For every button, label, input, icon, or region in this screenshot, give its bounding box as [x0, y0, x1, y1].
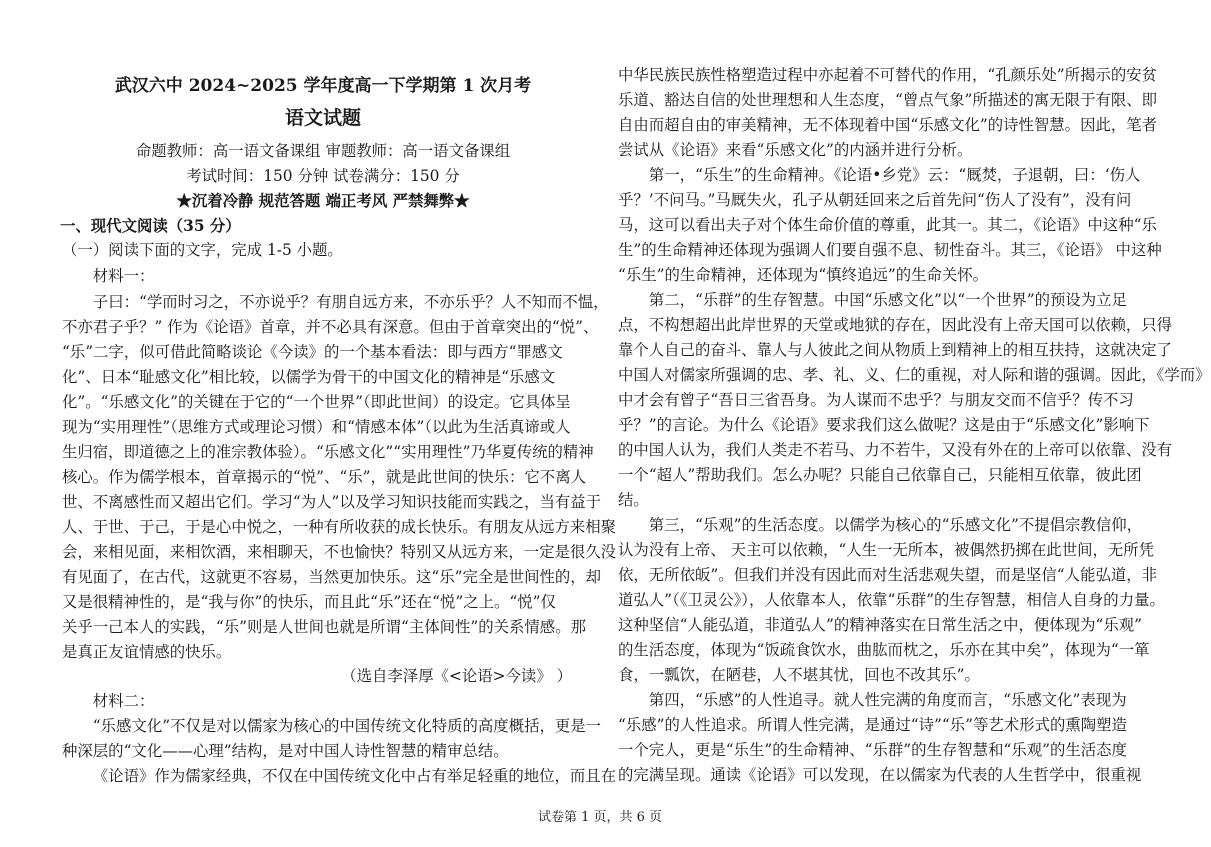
- right-line: 认为没有上帝、 天主可以依赖，“人生一无所本，被偶然扔掷在此世间，无所凭: [618, 541, 1155, 559]
- material1-line: 化”、日本“耻感文化”相比较，以儒学为骨干的中国文化的精神是“乐感文: [62, 368, 556, 386]
- right-line: 中华民族民族性格塑造过程中亦起着不可替代的作用，“孔颜乐处”所揭示的安贫: [618, 66, 1158, 84]
- material1-line: 有见面了，在古代，这就更不容易，当然更加快乐。这“乐”完全是世间性的，却: [62, 568, 602, 586]
- exam-motto: ★沉着冷静 规范答题 端正考风 严禁舞弊★: [176, 192, 470, 210]
- material2-line: 种深层的“文化——心理”结构，是对中国人诗性智慧的精审总结。: [62, 742, 509, 760]
- right-line: 乎？”的言论。为什么《论语》要求我们这么做呢？这是由于“乐感文化”影响下: [618, 416, 1150, 434]
- right-line: 乎？’不问马。”马厩失火，孔子从朝廷回来之后首先问“伤人了没有”，没有问: [618, 191, 1132, 209]
- right-line: 这种坚信“人能弘道，非道弘人”的精神落实在日常生活之中，便体现为“乐观”: [618, 616, 1142, 634]
- material2-label: 材料二：: [92, 692, 155, 710]
- right-line: 结。: [618, 491, 649, 509]
- right-line: 道弘人”（《卫灵公》），人依靠本人，依靠“乐群”的生存智慧，相信人自身的力量。: [618, 591, 1165, 609]
- material1-line: 人、于世、于己，于是心中悦之，一种有所收获的成长快乐。有朋友从远方来相聚: [62, 518, 617, 536]
- material1-line: 不亦君子乎？” 作为《论语》首章，并不必具有深意。但由于首章突出的“悦”、: [62, 318, 599, 336]
- material1-line: 化”。“乐感文化”的关键在于它的“一个世界”（即此世间）的设定。它具体呈: [62, 393, 571, 411]
- right-line: 第二，“乐群”的生存智慧。中国“乐感文化”以“一个世界”的预设为立足: [648, 291, 1127, 309]
- exam-title: 武汉六中 2024~2025 学年度高一下学期第 1 次月考: [114, 76, 532, 96]
- right-line: “乐感”的人性追求。所谓人性完满，是通过“诗”“乐”等艺术形式的熏陶塑造: [618, 716, 1127, 734]
- page-footer: 试卷第 1 页，共 6 页: [537, 810, 663, 825]
- material1-line: 生归宿，即道德之上的准宗教体验）。“乐感文化”“实用理性”乃华夏传统的精神: [62, 443, 594, 461]
- right-line: 生”的生命精神还体现为强调人们要自强不息、韧性奋斗。其三，《论语》 中这种: [618, 241, 1162, 259]
- section-instruction: （一）阅读下面的文字，完成 1-5 小题。: [62, 241, 343, 259]
- teachers-info: 命题教师：高一语文备课组 审题教师：高一语文备课组: [135, 142, 511, 160]
- material1-line: 核心。作为儒学根本，首章揭示的“悦”、“乐”，就是此世间的快乐：它不离人: [62, 468, 586, 486]
- time-score-info: 考试时间：150 分钟 试卷满分：150 分: [186, 167, 460, 185]
- right-line: 第一，“乐生”的生命精神。《论语•乡党》云：“厩焚，子退朝，曰：‘伤人: [648, 166, 1141, 184]
- right-line: 第三，“乐观”的生活态度。以儒学为核心的“乐感文化”不提倡宗教信仰，: [648, 516, 1142, 534]
- right-line: 靠个人自己的奋斗、靠人与人彼此之间从物质上到精神上的相互扶持，这就决定了: [618, 341, 1173, 359]
- right-line: 食，一瓢饮，在陋巷，人不堪其忧，回也不改其乐”。: [618, 666, 980, 684]
- material2-line: 《论语》作为儒家经典，不仅在中国传统文化中占有举足轻重的地位，而且在: [92, 767, 617, 785]
- right-line: 中才会有曾子“吾日三省吾身。为人谋而不忠乎？与朋友交而不信乎？传不习: [618, 391, 1134, 409]
- right-line: 中国人对儒家所强调的忠、孝、礼、义、仁的重视，对人际和谐的强调。因此，《学而》: [618, 366, 1211, 384]
- material1-source: （选自李泽厚《<论语>今读》 ）: [341, 667, 572, 685]
- right-line: 一个“超人”帮助我们。怎么办呢？只能自己依靠自己，只能相互依靠，彼此团: [618, 466, 1142, 484]
- right-line: 马，这可以看出夫子对个体生命价值的尊重，此其一。其二，《论语》中这种“乐: [618, 216, 1157, 234]
- right-line: 自由而超自由的审美精神，无不体现着中国“乐感文化”的诗性智慧。因此，笔者: [618, 116, 1158, 134]
- material1-line: 会，来相见面，来相饮酒，来相聊天，不也愉快？特别又从远方来，一定是很久没: [62, 543, 617, 561]
- right-line: 依，无所依皈”。但我们并没有因此而对生活悲观失望，而是坚信“人能弘道，非: [618, 566, 1158, 584]
- material1-line: 世、不离感性而又超出它们。学习“为人”以及学习知识技能而实践之，当有益于: [62, 493, 602, 511]
- right-line: 的生活态度，体现为“饭疏食饮水，曲肱而枕之，乐亦在其中矣”，体现为“一箪: [618, 641, 1150, 659]
- material1-label: 材料一：: [92, 267, 155, 285]
- right-line: 的完满呈现。通读《论语》可以发现，在以儒家为代表的人生哲学中，很重视: [618, 766, 1142, 784]
- right-line: 的中国人认为，我们人类走不若马、力不若牛，又没有外在的上帝可以依靠、没有: [618, 441, 1173, 459]
- section-heading: 一、现代文阅读（35 分）: [60, 217, 241, 235]
- right-line: 第四，“乐感”的人性追寻。就人性完满的角度而言，“乐感文化”表现为: [648, 691, 1127, 709]
- right-line: 一个完人，更是“乐生”的生命精神、“乐群”的生存智慧和“乐观”的生活态度: [618, 741, 1127, 759]
- right-column: [618, 0, 1211, 847]
- right-line: “乐生”的生命精神，还体现为“慎终追远”的生命关怀。: [618, 266, 989, 284]
- material1-line: 是真正友谊情感的快乐。: [62, 643, 232, 661]
- exam-subtitle: 语文试题: [284, 107, 361, 129]
- material1-line: 子曰：“学而时习之，不亦说乎？有朋自远方来，不亦乐乎？人不知而不愠，: [92, 293, 609, 311]
- material2-line: “乐感文化”不仅是对以儒家为核心的中国传统文化特质的高度概括，更是一: [92, 717, 602, 735]
- material1-line: 关乎一己本人的实践，“乐”则是人世间也就是所谓“主体间性”的关系情感。那: [62, 618, 586, 636]
- right-line: 点，不构想超出此岸世界的天堂或地狱的存在，因此没有上帝天国可以依赖，只得: [618, 316, 1173, 334]
- right-line: 乐道、豁达自信的处世理想和人生态度，“曾点气象”所描述的寓无限于有限、即: [618, 91, 1158, 109]
- right-line: 尝试从《论语》来看“乐感文化”的内涵并进行分析。: [618, 141, 973, 159]
- material1-line: 现为“实用理性”（思维方式或理论习惯）和“情感本体”（以此为生活真谛或人: [62, 418, 571, 436]
- material1-line: “乐”二字，似可借此简略谈论《今读》的一个基本看法：即与西方“罪感文: [62, 343, 563, 361]
- material1-line: 又是很精神性的，是“我与你”的快乐，而且此“乐”还在“悦”之上。“悦”仅: [62, 593, 556, 611]
